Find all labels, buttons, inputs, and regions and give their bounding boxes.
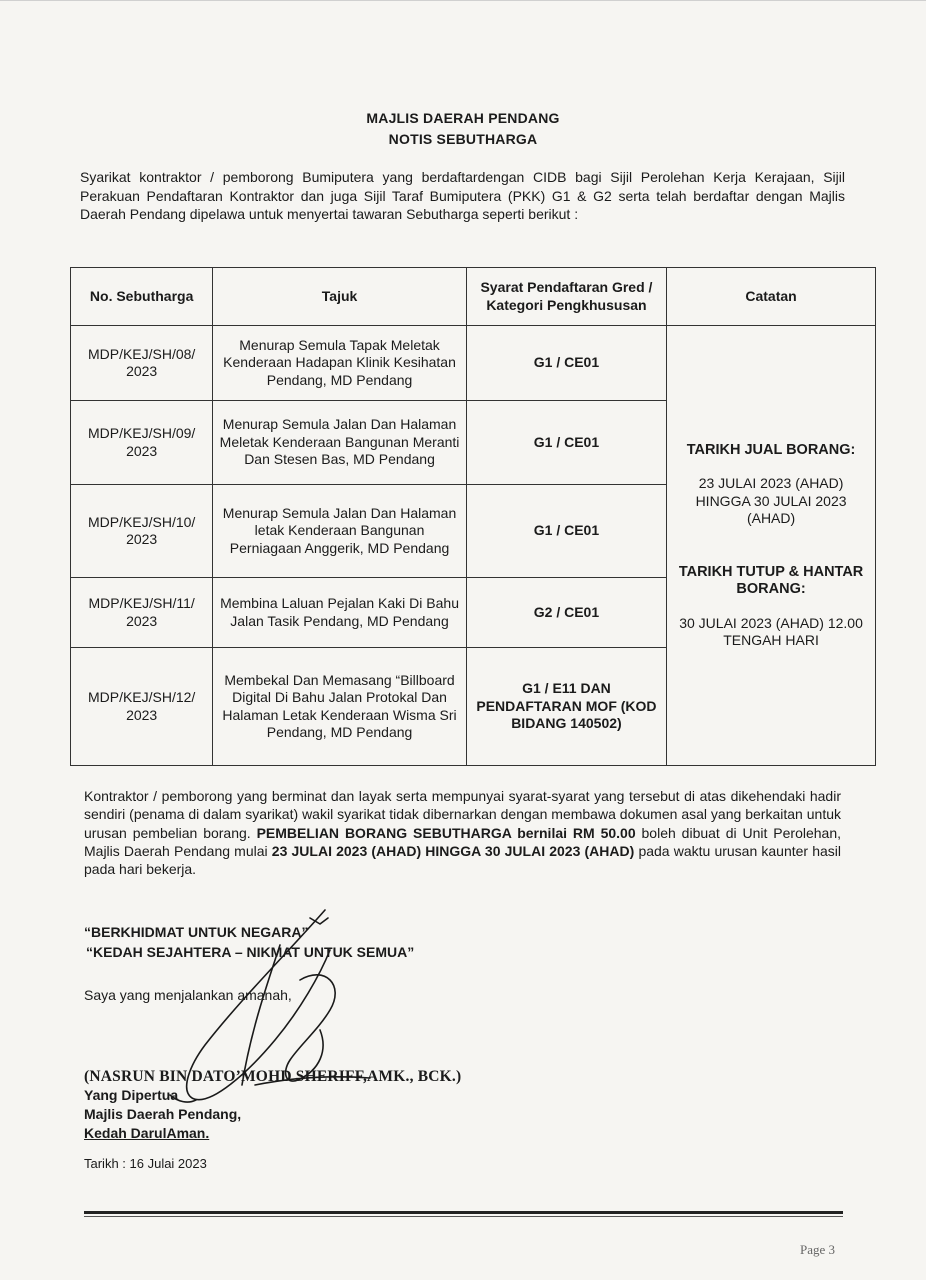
closing-date-value: 30 JULAI 2023 (AHAD) 12.00 TENGAH HARI — [679, 614, 863, 648]
signer-position: Yang Dipertua — [84, 1087, 179, 1103]
signer-name: (NASRUN BIN DATO’MOHD SHERIFF,AMK., BCK.) — [84, 1068, 462, 1085]
header-no: No. Sebutharga — [71, 268, 213, 326]
sale-date-heading: TARIKH JUAL BORANG: — [686, 441, 856, 458]
row-gred: G1 / CE01 — [466, 485, 666, 578]
motto-line-2: “KEDAH SEJAHTERA – NIKMAT UNTUK SEMUA” — [86, 944, 415, 960]
header-syarat: Syarat Pendaftaran Gred / Kategori Pengkhususan — [466, 268, 666, 326]
signer-organisation: Majlis Daerah Pendang, — [84, 1106, 242, 1122]
header-tajuk: Tajuk — [213, 268, 467, 326]
row-tajuk: Membina Laluan Pejalan Kaki Di Bahu Jalan Tasik Pendang, MD Pendang — [213, 578, 467, 648]
row-tajuk: Menurap Semula Jalan Dan Halaman letak Kenderaan Bangunan Perniagaan Anggerik, MD Pendang — [213, 485, 467, 578]
intro-paragraph: Syarikat kontraktor / pemborong Bumiputera yang berdaftardengan CIDB bagi Sijil Perolehan Kerja Kerajaan, Sijil Perakuan Pendaftaran Kontraktor dan juga Sijil Taraf Bumiputera (PKK) G1 & G2 serta telah berdaftar dengan Majlis Daerah Pendang dipelawa untuk menyertai tawaran Sebutharga seperti berikut : — [80, 169, 845, 222]
notice-title: NOTIS SEBUTHARGA — [388, 131, 538, 147]
closing-date-heading: TARIKH TUTUP & HANTAR BORANG: — [678, 563, 864, 597]
sale-date-range: 23 JULAI 2023 (AHAD) HINGGA 30 JULAI 2023 (AHAD) — [695, 475, 847, 526]
motto-line-1: “BERKHIDMAT UNTUK NEGARA” — [84, 924, 309, 940]
instructions-dates: 23 JULAI 2023 (AHAD) HINGGA 30 JULAI 2023 (AHAD) — [271, 842, 635, 859]
row-no: MDP/KEJ/SH/12/ 2023 — [71, 648, 213, 766]
scan-edge-line — [0, 0, 926, 1]
table-header-row — [71, 268, 876, 326]
instructions-text-3: pada waktu urusan kaunter hasil pada hari bekerja. — [84, 842, 842, 878]
instructions-text-1: Kontraktor / pemborong yang berminat dan layak serta mempunyai syarat-syarat yang tersebut di atas dikehendaki hadir sendiri (penama di dalam syarikat) wakil syarikat tidak dibernarkan dengan membawa dokumen asal yang berkaitan untuk urusan pembelian borang. — [84, 788, 841, 841]
signer-state: Kedah DarulAman. — [84, 1125, 210, 1141]
instructions-paragraph — [84, 787, 841, 878]
row-gred: G2 / CE01 — [466, 578, 666, 648]
row-tajuk: Menurap Semula Tapak Meletak Kenderaan Hadapan Klinik Kesihatan Pendang, MD Pendang — [213, 326, 467, 401]
instructions-fee: PEMBELIAN BORANG SEBUTHARGA bernilai RM 50.00 — [256, 824, 636, 841]
row-tajuk: Menurap Semula Jalan Dan Halaman Meletak Kenderaan Bangunan Meranti Dan Stesen Bas, MD Pendang — [213, 401, 467, 485]
page-number: Page 3 — [800, 1242, 836, 1257]
row-gred: G1 / E11 DAN PENDAFTARAN MOF (KOD BIDANG 140502) — [466, 648, 666, 766]
footer-rule-thick — [84, 1211, 843, 1214]
tender-table — [70, 267, 876, 766]
row-no: MDP/KEJ/SH/11/ 2023 — [71, 578, 213, 648]
row-no: MDP/KEJ/SH/09/ 2023 — [71, 401, 213, 485]
row-gred: G1 / CE01 — [466, 326, 666, 401]
row-no: MDP/KEJ/SH/08/ 2023 — [71, 326, 213, 401]
table-row — [71, 326, 876, 401]
footer-rule-thin — [84, 1216, 843, 1217]
row-gred: G1 / CE01 — [466, 401, 666, 485]
council-title: MAJLIS DAERAH PENDANG — [366, 110, 560, 126]
row-no: MDP/KEJ/SH/10/ 2023 — [71, 485, 213, 578]
instructions-text-2: boleh dibuat di Unit Perolehan, Majlis Daerah Pendang mulai — [84, 824, 842, 859]
row-tajuk: Membekal Dan Memasang “Billboard Digital Di Bahu Jalan Protokal Dan Halaman Letak Kenderaan Wisma Sri Pendang, MD Pendang — [213, 648, 467, 766]
catatan-cell — [667, 326, 876, 766]
amanah-line: Saya yang menjalankan amanah, — [84, 987, 292, 1003]
notice-date: Tarikh : 16 Julai 2023 — [84, 1156, 207, 1171]
header-catatan: Catatan — [667, 268, 876, 326]
